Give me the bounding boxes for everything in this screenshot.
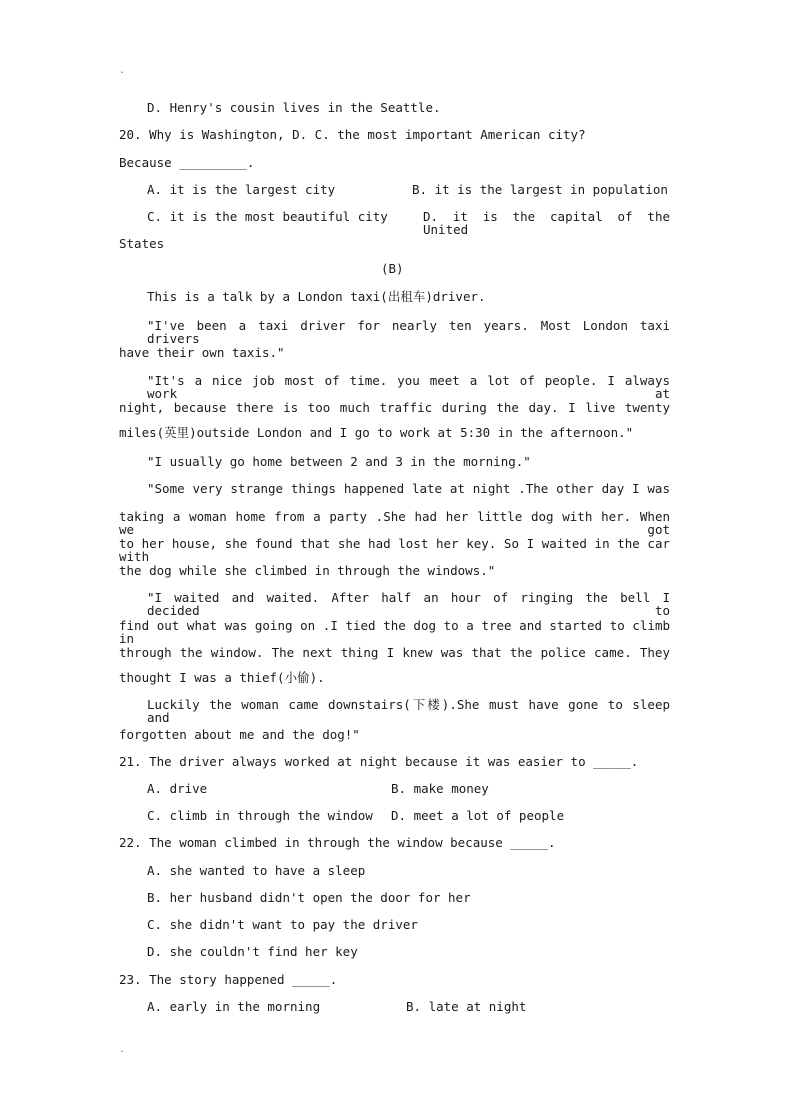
- q21-option-c: C. climb in through the window: [147, 808, 373, 823]
- q23-stem: 23. The story happened _____.: [119, 972, 338, 987]
- q20-stem: 20. Why is Washington, D. C. the most important American city?: [119, 127, 586, 142]
- section-heading: (B): [381, 261, 404, 276]
- q22-option-b: B. her husband didn't open the door for her: [147, 890, 471, 905]
- passage-line: "I've been a taxi driver for nearly ten years. Most London taxi drivers: [147, 318, 670, 346]
- q22-option-a: A. she wanted to have a sleep: [147, 863, 366, 878]
- q21-option-b: B. make money: [391, 781, 489, 796]
- q20-option-a: A. it is the largest city: [147, 182, 336, 197]
- page-bottom-mark: .: [119, 1044, 126, 1055]
- passage-line: through the window. The next thing I knew was that the police came. They: [119, 645, 670, 660]
- q23-option-b: B. late at night: [406, 999, 527, 1014]
- passage-line: find out what was going on .I tied the dog to a tree and started to climb in: [119, 618, 670, 646]
- passage-line: night, because there is too much traffic during the day. I live twenty: [119, 400, 670, 415]
- passage-line: thought I was a thief(小偷).: [119, 670, 325, 685]
- passage-intro: This is a talk by a London taxi(出租车)driver.: [147, 289, 486, 304]
- passage-line: "Some very strange things happened late at night .The other day I was: [147, 481, 670, 496]
- q20-option-b: B. it is the largest in population: [412, 182, 668, 197]
- q20-option-d-cont: States: [119, 236, 165, 251]
- q20-stem-blank: Because _________.: [119, 155, 255, 170]
- passage-line: taking a woman home from a party .She had her little dog with her. When we got: [119, 509, 670, 537]
- passage-line: the dog while she climbed in through the windows.": [119, 563, 496, 578]
- q23-option-a: A. early in the morning: [147, 999, 321, 1014]
- q22-option-c: C. she didn't want to pay the driver: [147, 917, 418, 932]
- passage-line: "I waited and waited. After half an hour of ringing the bell I decided to: [147, 590, 670, 618]
- page-top-mark: .: [119, 65, 126, 76]
- passage-line: "It's a nice job most of time. you meet a lot of people. I always work at: [147, 373, 670, 401]
- q21-option-a: A. drive: [147, 781, 208, 796]
- passage-line: "I usually go home between 2 and 3 in the morning.": [147, 454, 531, 469]
- passage-line: Luckily the woman came downstairs(下楼).She must have gone to sleep and: [147, 697, 670, 725]
- q21-stem: 21. The driver always worked at night because it was easier to _____.: [119, 754, 639, 769]
- passage-line: forgotten about me and the dog!": [119, 727, 360, 742]
- q21-option-d: D. meet a lot of people: [391, 808, 565, 823]
- q20-option-d: D. it is the capital of the United: [423, 209, 670, 237]
- q22-stem: 22. The woman climbed in through the window because _____.: [119, 835, 556, 850]
- passage-line: to her house, she found that she had lost her key. So I waited in the car with: [119, 536, 670, 564]
- q19-option-d: D. Henry's cousin lives in the Seattle.: [147, 100, 441, 115]
- passage-line: have their own taxis.": [119, 345, 285, 360]
- passage-line: miles(英里)outside London and I go to work at 5:30 in the afternoon.": [119, 425, 634, 440]
- q20-option-c: C. it is the most beautiful city: [147, 209, 388, 224]
- q22-option-d: D. she couldn't find her key: [147, 944, 358, 959]
